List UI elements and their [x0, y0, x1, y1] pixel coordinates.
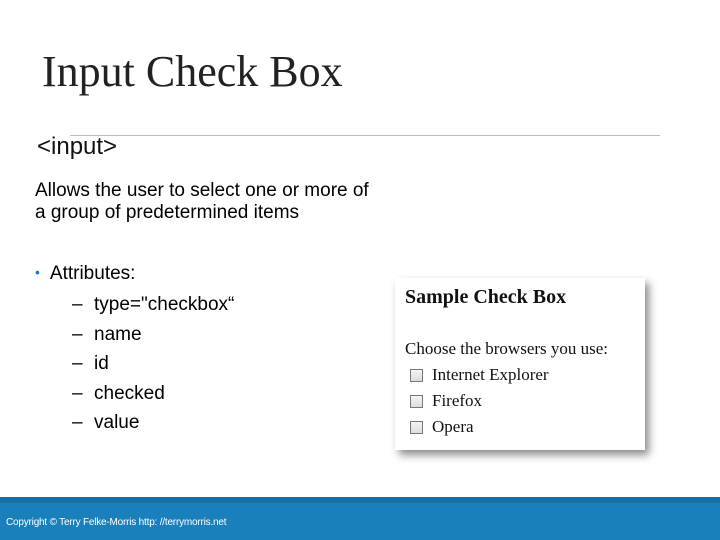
input-tag-heading: <input>	[37, 133, 118, 160]
checkbox-icon[interactable]	[410, 395, 423, 408]
title-divider	[70, 135, 660, 136]
description-text: Allows the user to select one or more of a group of predetermined items	[35, 180, 369, 223]
checkbox-icon[interactable]	[410, 421, 423, 434]
attribute-label: name	[94, 323, 142, 345]
attribute-item	[72, 408, 234, 438]
attributes-heading	[35, 263, 135, 285]
checkbox-icon[interactable]	[410, 369, 423, 382]
slide-title: Input Check Box	[42, 47, 343, 96]
sample-prompt: Choose the browsers you use:	[405, 339, 609, 358]
attribute-item	[72, 290, 234, 320]
attributes-list	[72, 290, 234, 438]
attributes-heading-label: Attributes:	[49, 263, 136, 284]
bullet-icon: •	[35, 264, 40, 280]
attribute-item	[72, 379, 234, 409]
attribute-label: value	[94, 412, 140, 434]
attribute-label: type="checkbox“	[94, 294, 235, 315]
attribute-item	[72, 349, 234, 379]
checkbox-label: Firefox	[432, 391, 483, 410]
checkbox-row-internet-explorer[interactable]	[410, 365, 549, 385]
dash-icon: –	[72, 412, 83, 434]
dash-icon: –	[72, 323, 83, 345]
dash-icon: –	[72, 353, 83, 375]
sample-title: Sample Check Box	[405, 286, 567, 308]
footer-bar	[0, 497, 720, 540]
checkbox-label: Opera	[432, 417, 474, 436]
dash-icon: –	[72, 294, 83, 315]
checkbox-row-firefox[interactable]	[410, 391, 482, 411]
sample-checkbox-panel	[395, 278, 645, 450]
checkbox-row-opera[interactable]	[410, 417, 474, 437]
attribute-label: id	[94, 353, 109, 375]
attribute-label: checked	[94, 382, 165, 404]
checkbox-label: Internet Explorer	[432, 365, 549, 384]
footer-copyright: Copyright © Terry Felke-Morris http: //terrymorris.net	[6, 517, 227, 528]
attribute-item	[72, 320, 234, 350]
dash-icon: –	[72, 382, 83, 404]
